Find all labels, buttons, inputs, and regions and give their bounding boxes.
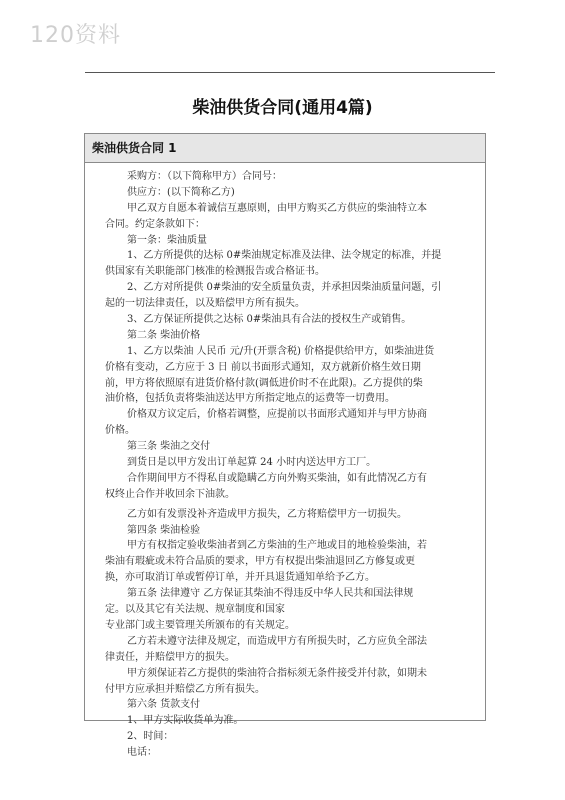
text-line: 2、乙方对所提供 0#柴油的安全质量负责，并承担因柴油质量问题，引 [127, 282, 442, 294]
text-line: 3、乙方保证所提供之达标 0#柴油具有合法的授权生产或销售。 [127, 314, 412, 326]
text-line: 前，甲方将依照原有进货价格付款(调低进价时不在此限)。乙方提供的柴 [105, 377, 423, 389]
text-line: 甲乙双方自愿本着诚信互惠原则，由甲方购买乙方供应的柴油特立本 [127, 202, 427, 214]
text-line: 换，亦可取消订单或暂停订单，并开具退货通知单给予乙方。 [105, 572, 375, 584]
text-line: 供应方：(以下简称乙方) [127, 186, 235, 198]
clause-heading: 第二条 柴油价格 [127, 329, 201, 341]
text-line: 合作期间甲方不得私自或隐瞒乙方向外购买柴油，如有此情况乙方有 [127, 472, 427, 484]
header-rule [85, 72, 495, 73]
text-line: 定。以及其它有关法规、规章制度和国家 [105, 604, 285, 616]
text-line: 合同。约定条款如下： [105, 218, 205, 230]
text-line: 甲方有权指定验收柴油者到乙方柴油的生产地或目的地检验柴油，若 [127, 540, 427, 552]
clause-heading: 第四条 柴油检验 [127, 524, 201, 536]
text-line: 1、乙方所提供的达标 0#柴油规定标准及法律、法令规定的标准，并提 [127, 250, 442, 262]
watermark-logo: 120资料 [30, 23, 121, 48]
text-line: 油价格，包括负责将柴油送达甲方所指定地点的运费等一切费用。 [105, 393, 395, 405]
text-line: 起的一切法律责任，以及赔偿甲方所有损失。 [105, 298, 305, 310]
text-line: 价格双方议定后，价格若调整，应提前以书面形式通知并与甲方协商 [127, 409, 427, 421]
text-line: 1、乙方以柴油 人民币 元/升(开票含税) 价格提供给甲方，如柴油进货 [127, 345, 435, 357]
text-line: 乙方如有发票没补齐造成甲方损失，乙方将赔偿甲方一切损失。 [127, 508, 407, 520]
document-title: 柴油供货合同(通用4篇) [192, 98, 373, 118]
section-title: 柴油供货合同 1 [85, 134, 485, 163]
text-line: 律责任，并赔偿甲方的损失。 [105, 651, 235, 663]
text-line: 付甲方应承担并赔偿乙方所有损失。 [105, 683, 265, 695]
contract-body [85, 163, 485, 761]
clause-heading: 第五条 法律遵守 乙方保证其柴油不得违反中华人民共和国法律规 [127, 588, 414, 600]
text-line: 权终止合作并收回余下油款。 [105, 488, 235, 500]
clause-heading: 第六条 货款支付 [127, 699, 201, 711]
contract-section [84, 133, 486, 759]
text-line: 2、时间： [127, 731, 174, 743]
clause-heading: 第一条：柴油质量 [127, 234, 207, 246]
text-line: 电话： [127, 747, 157, 759]
text-line: 乙方若未遵守法律及规定，而造成甲方有所损失时，乙方应负全部法 [127, 635, 427, 647]
text-line: 1、甲方实际收货单为准。 [127, 715, 244, 727]
text-line: 供国家有关职能部门核准的检测报告或合格证书。 [105, 266, 325, 278]
text-line: 价格。 [105, 425, 135, 437]
text-line: 采购方：（以下简称甲方）合同号： [127, 171, 282, 182]
clause-heading: 第三条 柴油之交付 [127, 441, 211, 453]
text-line: 到货日是以甲方发出订单起算 24 小时内送达甲方工厂。 [127, 457, 377, 469]
text-line: 甲方须保证若乙方提供的柴油符合指标须无条件接受并付款，如期未 [127, 667, 427, 679]
text-line: 价格有变动，乙方应于 3 日 前以书面形式通知，双方就新价格生效日期 [105, 361, 421, 373]
text-line: 柴油有瑕疵或未符合品质的要求，甲方有权提出柴油退回乙方修复或更 [105, 556, 415, 568]
text-line: 专业部门或主要管理关所颁布的有关规定。 [105, 619, 295, 631]
